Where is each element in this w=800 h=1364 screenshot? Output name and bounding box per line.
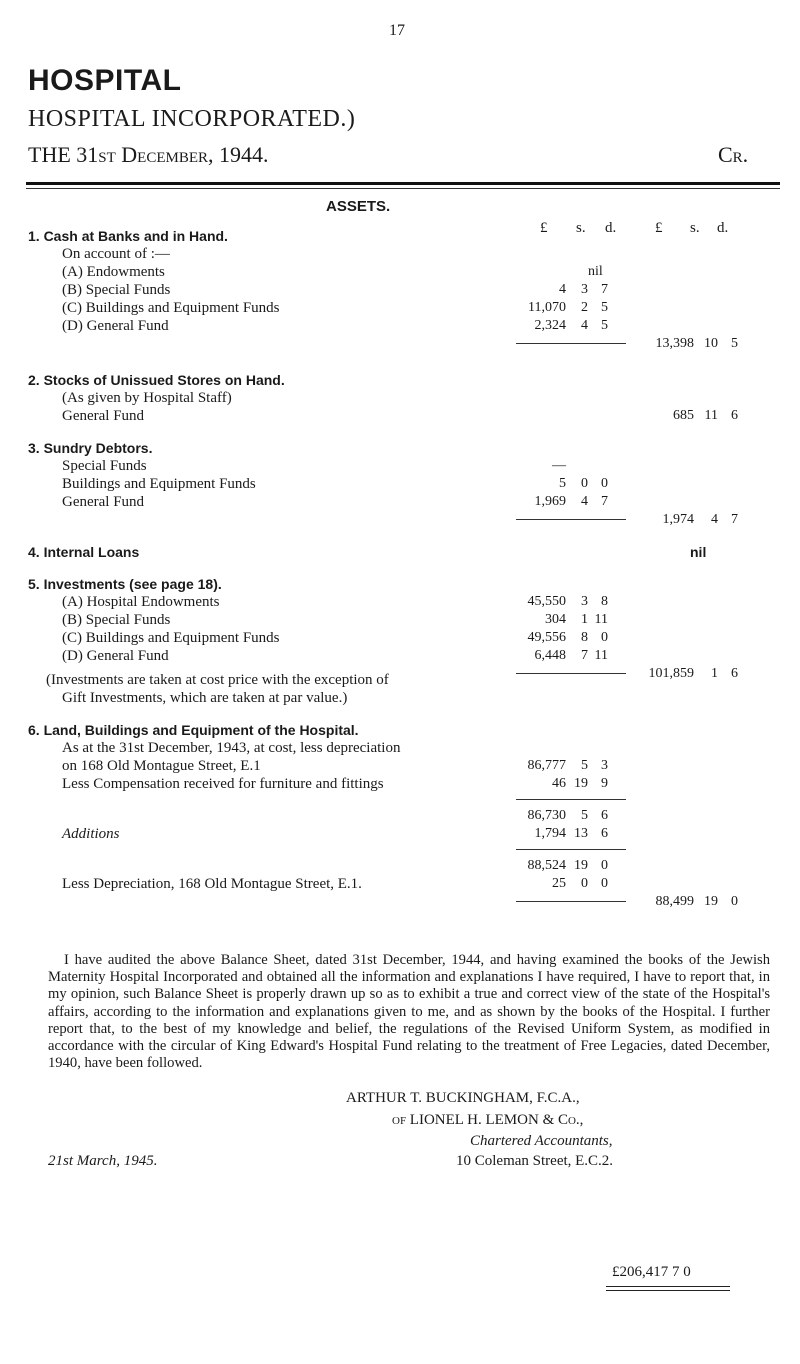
amount-cell: 5 <box>581 758 588 773</box>
amount-cell: 11 <box>594 612 608 627</box>
debtors-item-value <box>506 458 566 474</box>
amount-cell: 19 <box>704 894 718 909</box>
amount-cell: 0 <box>601 858 608 873</box>
grand-total-rule-1 <box>606 1286 730 1287</box>
auditor-qualification: Chartered Accountants, <box>470 1133 613 1149</box>
investments-item-label: (D) General Fund <box>62 648 169 664</box>
amount-cell: 88,499 <box>655 894 694 909</box>
land-line-2: on 168 Old Montague Street, E.1 <box>62 758 261 774</box>
investments-item-value <box>506 612 608 628</box>
investments-item-label: (B) Special Funds <box>62 612 171 628</box>
subtotal-rule <box>516 799 626 800</box>
amount-cell: 11,070 <box>528 300 566 315</box>
amount-cell: 101,859 <box>648 666 694 681</box>
amount-cell: 45,550 <box>527 594 566 609</box>
amount-cell: 49,556 <box>527 630 566 645</box>
amount-cell: 1 <box>581 612 588 627</box>
land-additions-label: Additions <box>62 826 120 842</box>
col-head-pounds-1: £ <box>540 220 548 236</box>
col-head-pence-2: d. <box>717 220 729 236</box>
amount-cell: 8 <box>581 630 588 645</box>
amount-cell: 13,398 <box>655 336 694 351</box>
amount-cell: 9 <box>601 776 608 791</box>
stocks-total <box>624 408 738 424</box>
section-stocks-title: 2. Stocks of Unissued Stores on Hand. <box>28 372 285 388</box>
investments-item-label: (C) Buildings and Equipment Funds <box>62 630 280 646</box>
amount-cell: 1,794 <box>534 826 566 841</box>
amount-cell: 5 <box>581 808 588 823</box>
land-value-3 <box>506 808 608 824</box>
subtotal-rule <box>516 519 626 520</box>
amount-cell: 5 <box>731 336 738 351</box>
amount-cell: 86,730 <box>527 808 566 823</box>
col-head-pence-1: d. <box>605 220 617 236</box>
cash-item-value <box>506 318 608 334</box>
debtors-item-value <box>506 476 608 492</box>
land-value-6 <box>506 876 608 892</box>
amount-cell: 0 <box>601 476 608 491</box>
amount-cell: 0 <box>731 894 738 909</box>
amount-cell: 7 <box>581 648 588 663</box>
subtotal-rule <box>516 849 626 850</box>
date-line: THE 31st December, 1944. <box>28 142 269 167</box>
land-total <box>624 894 738 910</box>
section-debtors-title: 3. Sundry Debtors. <box>28 440 153 456</box>
investments-note-line2: Gift Investments, which are taken at par value.) <box>62 690 348 706</box>
amount-cell: 19 <box>574 858 588 873</box>
land-depreciation-label: Less Depreciation, 168 Old Montague Street, E.1. <box>62 876 362 892</box>
land-value-2 <box>506 776 608 792</box>
assets-heading: ASSETS. <box>326 198 391 215</box>
amount-cell: 3 <box>601 758 608 773</box>
cash-item-label: (D) General Fund <box>62 318 169 334</box>
land-value-5 <box>506 858 608 874</box>
amount-cell: 19 <box>574 776 588 791</box>
debtors-item-value <box>506 494 608 510</box>
loans-value: nil <box>690 544 707 560</box>
amount-cell: 304 <box>545 612 566 627</box>
amount-cell: 1,969 <box>534 494 566 509</box>
amount-cell: 6 <box>601 826 608 841</box>
amount-cell: 86,777 <box>527 758 566 773</box>
cash-item-value <box>506 300 608 316</box>
amount-cell: 25 <box>552 876 566 891</box>
subtotal-rule <box>516 673 626 674</box>
amount-cell: — <box>552 458 566 473</box>
amount-cell: 4 <box>711 512 718 527</box>
section-cash-title: 1. Cash at Banks and in Hand. <box>28 228 228 244</box>
investments-total <box>624 666 738 682</box>
amount-cell: 4 <box>581 318 588 333</box>
land-line-3: Less Compensation received for furniture and fittings <box>62 776 384 792</box>
amount-cell: 7 <box>601 494 608 509</box>
amount-cell: 6 <box>731 408 738 423</box>
amount-cell: 1,974 <box>662 512 694 527</box>
investments-note-line1: (Investments are taken at cost price with the exception of <box>46 672 389 688</box>
amount-cell: 6,448 <box>534 648 566 663</box>
cash-item-value <box>506 264 603 280</box>
amount-cell: 8 <box>601 594 608 609</box>
investments-item-value <box>506 594 608 610</box>
amount-cell: 0 <box>601 630 608 645</box>
auditor-address: 10 Coleman Street, E.C.2. <box>456 1153 614 1169</box>
amount-cell: 0 <box>581 476 588 491</box>
page-subtitle: HOSPITAL INCORPORATED.) <box>28 106 356 132</box>
amount-cell: 11 <box>704 408 718 423</box>
cash-item-value <box>506 282 608 298</box>
subtotal-rule <box>516 343 626 344</box>
amount-cell: 6 <box>731 666 738 681</box>
amount-cell: 13 <box>574 826 588 841</box>
auditor-name: ARTHUR T. BUCKINGHAM, F.C.A., <box>346 1090 580 1106</box>
credit-side-label: Cr. <box>718 142 749 167</box>
debtors-item-label: General Fund <box>62 494 145 510</box>
debtors-total <box>624 512 738 528</box>
amount-cell: 3 <box>581 282 588 297</box>
investments-item-value <box>506 630 608 646</box>
debtors-item-label: Buildings and Equipment Funds <box>62 476 256 492</box>
page-title: HOSPITAL <box>28 64 182 97</box>
amount-cell: 5 <box>559 476 566 491</box>
amount-cell: 5 <box>601 300 608 315</box>
amount-cell: 4 <box>581 494 588 509</box>
cash-total <box>624 336 738 352</box>
amount-cell: 0 <box>581 876 588 891</box>
land-line-1: As at the 31st December, 1943, at cost, less depreciation <box>62 740 401 756</box>
section-cash-sub: On account of :— <box>62 246 170 262</box>
amount-cell: 46 <box>552 776 566 791</box>
audit-date: 21st March, 1945. <box>48 1153 158 1169</box>
header-rule-thick <box>26 182 780 185</box>
investments-item-value <box>506 648 608 664</box>
audit-paragraph: I have audited the above Balance Sheet, dated 31st December, 1944, and having examined the books of the Jewish Maternity Hospital Incorporated and obtained all the information and explanations I have required, I have to report that, in my opinion, such Balance Sheet is properly drawn up so as to exhibit a true and correct view of the state of the Hospital's affairs, according to the information and explanations given to me, and as shown by the books of the Hospital. I further report that, to the best of my knowledge and belief, the regulations of the Revised Uniform System, as modified in accordance with the circular of King Edward's Hospital Fund relating to the treatment of Free Legacies, dated December, 1940, have been followed. <box>48 952 770 1072</box>
grand-total-rule-2 <box>606 1290 730 1291</box>
grand-total: £206,417 7 0 <box>612 1264 691 1280</box>
col-head-shillings-1: s. <box>576 220 586 236</box>
amount-cell: 6 <box>601 808 608 823</box>
amount-cell: 10 <box>704 336 718 351</box>
amount-cell: nil <box>588 264 603 279</box>
amount-cell: 2 <box>581 300 588 315</box>
subtotal-rule <box>516 901 626 902</box>
amount-cell: 3 <box>581 594 588 609</box>
section-loans-title: 4. Internal Loans <box>28 544 140 560</box>
section-investments-title: 5. Investments (see page 18). <box>28 576 222 592</box>
amount-cell: 7 <box>601 282 608 297</box>
section-land-title: 6. Land, Buildings and Equipment of the Hospital. <box>28 722 359 738</box>
amount-cell: 88,524 <box>527 858 566 873</box>
debtors-item-label: Special Funds <box>62 458 147 474</box>
section-stocks-sub: (As given by Hospital Staff) <box>62 390 232 406</box>
amount-cell: 4 <box>559 282 566 297</box>
header-rule-thin <box>26 188 780 189</box>
col-head-shillings-2: s. <box>690 220 700 236</box>
cash-item-label: (C) Buildings and Equipment Funds <box>62 300 280 316</box>
page-number: 17 <box>389 22 405 39</box>
stocks-item-label: General Fund <box>62 408 145 424</box>
auditor-firm: of LIONEL H. LEMON & Co., <box>392 1112 584 1128</box>
land-value-1 <box>506 758 608 774</box>
investments-item-label: (A) Hospital Endowments <box>62 594 220 610</box>
amount-cell: 685 <box>673 408 694 423</box>
amount-cell: 2,324 <box>534 318 566 333</box>
amount-cell: 1 <box>711 666 718 681</box>
cash-item-label: (A) Endowments <box>62 264 165 280</box>
col-head-pounds-2: £ <box>655 220 663 236</box>
amount-cell: 11 <box>594 648 608 663</box>
land-value-4 <box>506 826 608 842</box>
amount-cell: 7 <box>731 512 738 527</box>
cash-item-label: (B) Special Funds <box>62 282 171 298</box>
amount-cell: 0 <box>601 876 608 891</box>
amount-cell: 5 <box>601 318 608 333</box>
